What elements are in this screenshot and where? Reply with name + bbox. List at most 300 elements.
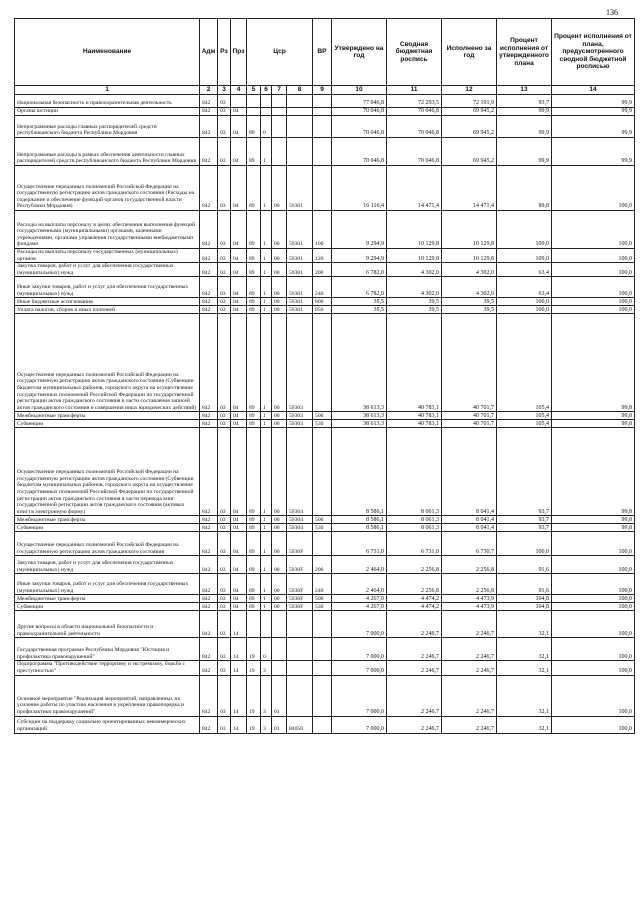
cell-vr [313, 108, 332, 116]
cell-pct-plan: 93,7 [497, 95, 552, 108]
cell-adm: 842 [200, 420, 218, 428]
cell-executed: 40 701,7 [442, 412, 497, 420]
cell-pct-plan: 89,8 [497, 166, 552, 211]
table-row [15, 661, 635, 675]
cell-c1: 89 [247, 516, 261, 524]
header-executed: Исполнено за год [442, 19, 497, 86]
cell-pct-budget: 100,0 [552, 298, 635, 306]
cell-approved: 16 116,4 [332, 166, 387, 211]
cell-name: Межбюджетные трансферты [15, 516, 200, 524]
cell-approved: 8 586,1 [332, 428, 387, 516]
table-row [15, 716, 635, 733]
cell-c3: 00 [272, 298, 287, 306]
cell-pct-plan: 91,6 [497, 574, 552, 595]
cell-budget: 4 302,0 [387, 263, 442, 277]
cell-prz: 04 [231, 263, 247, 277]
table-row [15, 95, 635, 108]
cell-c2: 1 [261, 556, 272, 574]
cell-pct-budget: 100,0 [552, 306, 635, 314]
column-number: 1 [15, 86, 200, 95]
cell-approved: 7 000,0 [332, 638, 387, 661]
cell-c4 [287, 138, 313, 166]
column-number: 11 [387, 86, 442, 95]
cell-budget: 2 246,7 [387, 716, 442, 733]
cell-prz: 14 [231, 611, 247, 638]
table-row [15, 428, 635, 516]
cell-adm: 842 [200, 661, 218, 675]
cell-c1: 19 [247, 716, 261, 733]
cell-executed: 8 041,4 [442, 428, 497, 516]
cell-prz: 04 [231, 412, 247, 420]
cell-pct-plan: 32,1 [497, 661, 552, 675]
cell-c3 [272, 661, 287, 675]
cell-rz: 03 [218, 661, 231, 675]
cell-c4: 5930F [287, 556, 313, 574]
cell-c2: 1 [261, 595, 272, 603]
cell-c2: 1 [261, 138, 272, 166]
cell-c1: 89 [247, 532, 261, 556]
cell-approved: 38 613,3 [332, 314, 387, 412]
cell-approved: 38 613,3 [332, 412, 387, 420]
cell-c3: 00 [272, 420, 287, 428]
column-number: 13 [497, 86, 552, 95]
table-row [15, 138, 635, 166]
cell-c1: 89 [247, 277, 261, 298]
cell-pct-budget: 99,8 [552, 428, 635, 516]
cell-c3: 00 [272, 249, 287, 263]
cell-prz: 04 [231, 532, 247, 556]
cell-prz: 14 [231, 661, 247, 675]
cell-c4: 59301 [287, 277, 313, 298]
cell-pct-plan: 63,4 [497, 277, 552, 298]
cell-rz: 03 [218, 138, 231, 166]
cell-c1: 89 [247, 263, 261, 277]
cell-executed: 14 471,4 [442, 166, 497, 211]
cell-rz: 03 [218, 420, 231, 428]
cell-budget: 10 129,8 [387, 249, 442, 263]
cell-rz: 03 [218, 556, 231, 574]
cell-c4 [287, 611, 313, 638]
cell-executed: 6 730,7 [442, 532, 497, 556]
header-budget: Сводная бюджетная роспись [387, 19, 442, 86]
cell-vr: 500 [313, 412, 332, 420]
cell-c3: 00 [272, 574, 287, 595]
cell-name: Непрограммные расходы главных распорядителей средств республиканского бюджета Республики Мордовия [15, 116, 200, 138]
table-row [15, 277, 635, 298]
cell-adm: 842 [200, 166, 218, 211]
cell-name: Осуществление переданных полномочий Российской Федерации на государственную регистрацию актов гражданского состояния [15, 532, 200, 556]
cell-adm: 842 [200, 211, 218, 249]
cell-rz: 03 [218, 603, 231, 611]
table-row [15, 166, 635, 211]
cell-executed: 40 701,7 [442, 314, 497, 412]
cell-name: Закупка товаров, работ и услуг для обеспечения государственных (муниципальных) нужд [15, 556, 200, 574]
cell-approved: 9 294,9 [332, 249, 387, 263]
cell-executed: 4 473,9 [442, 595, 497, 603]
column-number: 14 [552, 86, 635, 95]
cell-approved: 7 000,0 [332, 611, 387, 638]
cell-pct-plan: 93,7 [497, 524, 552, 532]
cell-vr [313, 314, 332, 412]
cell-vr [313, 675, 332, 716]
cell-pct-plan: 99,9 [497, 138, 552, 166]
table-row [15, 638, 635, 661]
cell-approved: 7 000,0 [332, 716, 387, 733]
cell-name: Другие вопросы в области национальной безопасности и правоохранительной деятельности [15, 611, 200, 638]
cell-executed: 69 945,2 [442, 108, 497, 116]
cell-prz: 04 [231, 516, 247, 524]
column-number-row [15, 86, 635, 95]
cell-c1: 89 [247, 211, 261, 249]
cell-pct-budget: 99,8 [552, 516, 635, 524]
cell-pct-budget: 100,0 [552, 556, 635, 574]
cell-c3: 00 [272, 516, 287, 524]
cell-c4: 59304 [287, 428, 313, 516]
cell-pct-budget: 100,0 [552, 716, 635, 733]
cell-c3: 00 [272, 211, 287, 249]
header-rz: Рз [218, 19, 231, 86]
cell-name: Субвенции [15, 524, 200, 532]
cell-c3: 00 [272, 428, 287, 516]
cell-c3 [272, 116, 287, 138]
cell-adm: 842 [200, 638, 218, 661]
cell-pct-budget: 100,0 [552, 263, 635, 277]
cell-rz: 03 [218, 412, 231, 420]
cell-approved: 7 000,0 [332, 675, 387, 716]
cell-name: Подпрограмма "Противодействие терроризму и экстремизму, борьба с преступностью" [15, 661, 200, 675]
cell-c2: 3 [261, 716, 272, 733]
cell-prz: 14 [231, 638, 247, 661]
cell-vr: 240 [313, 277, 332, 298]
header-pct-plan: Процент исполнения от утвержденного плана [497, 19, 552, 86]
cell-rz: 03 [218, 95, 231, 108]
cell-adm: 842 [200, 95, 218, 108]
table-row [15, 249, 635, 263]
cell-approved: 38 613,3 [332, 420, 387, 428]
cell-vr [313, 638, 332, 661]
cell-c3: 00 [272, 166, 287, 211]
table-row [15, 211, 635, 249]
cell-c1: 19 [247, 675, 261, 716]
cell-name: Межбюджетные трансферты [15, 595, 200, 603]
cell-c4: 59303 [287, 420, 313, 428]
cell-vr [313, 428, 332, 516]
cell-c1: 89 [247, 249, 261, 263]
cell-c3: 00 [272, 412, 287, 420]
cell-c2: 1 [261, 211, 272, 249]
cell-adm: 842 [200, 314, 218, 412]
cell-budget: 2 256,8 [387, 556, 442, 574]
cell-name: Национальная безопасность и правоохранительная деятельность [15, 95, 200, 108]
cell-c3: 01 [272, 675, 287, 716]
cell-executed: 2 246,7 [442, 661, 497, 675]
cell-executed: 8 041,4 [442, 524, 497, 532]
cell-adm: 842 [200, 116, 218, 138]
cell-c1: 89 [247, 166, 261, 211]
cell-name: Осуществление переданных полномочий Российской Федерации на государственную регистрацию актов гражданского состояния (Субвенции бюджетам муниципальных районов, городского округа на осуществление государственных полномочий Российской Федерации по государственной регистрации актов гражданского состояния в части составления записей актов гражданского состояния и совершения иных юридических действий) [15, 314, 200, 412]
cell-c4: 59301 [287, 166, 313, 211]
table-row [15, 524, 635, 532]
cell-c2: 0 [261, 638, 272, 661]
cell-prz: 04 [231, 277, 247, 298]
cell-c4: 59301 [287, 263, 313, 277]
cell-pct-plan: 109,0 [497, 211, 552, 249]
cell-c4: 5930F [287, 574, 313, 595]
cell-prz: 04 [231, 166, 247, 211]
cell-prz: 04 [231, 556, 247, 574]
cell-name: Расходы на выплаты персоналу в целях обеспечения выполнения функций государственными (муниципальными) органами, казенными учреждениями, органами управления государственными внебюджетными фондами [15, 211, 200, 249]
table-row [15, 412, 635, 420]
cell-name: Уплата налогов, сборов и иных платежей [15, 306, 200, 314]
cell-name: Расходы на выплаты персоналу государственных (муниципальных) органов [15, 249, 200, 263]
cell-c2: 3 [261, 661, 272, 675]
cell-executed: 2 246,7 [442, 638, 497, 661]
cell-pct-budget: 100,0 [552, 532, 635, 556]
column-number: 7 [272, 86, 287, 95]
cell-c1 [247, 611, 261, 638]
cell-c1: 89 [247, 116, 261, 138]
cell-pct-budget: 100,0 [552, 638, 635, 661]
cell-prz: 04 [231, 420, 247, 428]
cell-pct-budget: 100,0 [552, 661, 635, 675]
cell-pct-plan: 100,0 [497, 532, 552, 556]
cell-c4 [287, 638, 313, 661]
cell-c3 [272, 611, 287, 638]
cell-executed: 39,5 [442, 298, 497, 306]
cell-pct-plan: 93,7 [497, 428, 552, 516]
cell-pct-budget: 99,9 [552, 138, 635, 166]
cell-vr: 530 [313, 603, 332, 611]
cell-approved: 2 464,0 [332, 556, 387, 574]
cell-vr: 800 [313, 298, 332, 306]
cell-adm: 842 [200, 298, 218, 306]
table-row [15, 108, 635, 116]
cell-executed: 69 945,2 [442, 138, 497, 166]
cell-vr: 200 [313, 263, 332, 277]
cell-executed: 2 256,8 [442, 574, 497, 595]
cell-c1: 89 [247, 412, 261, 420]
cell-c1: 89 [247, 603, 261, 611]
header-prz: Прз [231, 19, 247, 86]
cell-name: Иные закупки товаров, работ и услуг для обеспечения государственных (муниципальных) нужд [15, 277, 200, 298]
cell-prz: 04 [231, 108, 247, 116]
cell-approved: 2 464,0 [332, 574, 387, 595]
cell-c3 [272, 95, 287, 108]
cell-c2: 1 [261, 603, 272, 611]
cell-budget: 4 474,2 [387, 603, 442, 611]
cell-c1: 89 [247, 314, 261, 412]
header-vr: ВР [313, 19, 332, 86]
header-approved: Утверждено на год [332, 19, 387, 86]
cell-rz: 03 [218, 211, 231, 249]
cell-name: Иные бюджетные ассигнования [15, 298, 200, 306]
cell-c4 [287, 116, 313, 138]
cell-budget: 2 256,8 [387, 574, 442, 595]
cell-approved: 7 000,0 [332, 661, 387, 675]
cell-vr [313, 661, 332, 675]
cell-c2: 1 [261, 428, 272, 516]
cell-budget: 70 046,8 [387, 138, 442, 166]
cell-approved: 8 586,1 [332, 516, 387, 524]
cell-c1: 89 [247, 595, 261, 603]
cell-prz: 04 [231, 603, 247, 611]
cell-c4: 59304 [287, 524, 313, 532]
cell-c2: 1 [261, 277, 272, 298]
cell-c4: 84050 [287, 716, 313, 733]
cell-c3: 00 [272, 595, 287, 603]
cell-c1: 89 [247, 574, 261, 595]
cell-executed: 2 246,7 [442, 716, 497, 733]
column-number: 4 [231, 86, 247, 95]
cell-c4: 59301 [287, 306, 313, 314]
header-adm: Адм [200, 19, 218, 86]
cell-rz: 03 [218, 516, 231, 524]
cell-c4 [287, 108, 313, 116]
cell-prz: 04 [231, 211, 247, 249]
cell-vr [313, 138, 332, 166]
cell-c2: 1 [261, 532, 272, 556]
column-number: 12 [442, 86, 497, 95]
cell-adm: 842 [200, 574, 218, 595]
cell-approved: 39,5 [332, 298, 387, 306]
cell-c2: 3 [261, 675, 272, 716]
cell-prz: 04 [231, 524, 247, 532]
cell-executed: 2 246,7 [442, 611, 497, 638]
cell-budget: 4 302,0 [387, 277, 442, 298]
cell-c2: 1 [261, 412, 272, 420]
cell-c2 [261, 95, 272, 108]
cell-approved: 70 046,8 [332, 138, 387, 166]
cell-rz: 03 [218, 428, 231, 516]
cell-approved: 6 782,0 [332, 277, 387, 298]
cell-prz: 04 [231, 116, 247, 138]
cell-pct-plan: 100,0 [497, 306, 552, 314]
cell-c3: 00 [272, 314, 287, 412]
cell-c1: 19 [247, 661, 261, 675]
cell-pct-plan: 32,1 [497, 611, 552, 638]
cell-budget: 10 129,8 [387, 211, 442, 249]
cell-c1: 89 [247, 524, 261, 532]
cell-pct-budget: 100,0 [552, 611, 635, 638]
cell-c2: 1 [261, 298, 272, 306]
cell-c2: 1 [261, 420, 272, 428]
cell-budget: 14 471,4 [387, 166, 442, 211]
table-row [15, 306, 635, 314]
cell-adm: 842 [200, 524, 218, 532]
cell-c2: 1 [261, 574, 272, 595]
cell-executed: 8 041,4 [442, 516, 497, 524]
cell-c1: 89 [247, 138, 261, 166]
cell-c4 [287, 675, 313, 716]
header-csr: Цср [247, 19, 313, 86]
cell-pct-budget: 99,9 [552, 108, 635, 116]
cell-executed: 2 246,7 [442, 675, 497, 716]
cell-budget: 39,5 [387, 306, 442, 314]
cell-vr: 530 [313, 420, 332, 428]
cell-budget: 4 474,2 [387, 595, 442, 603]
cell-c1: 89 [247, 420, 261, 428]
cell-rz: 03 [218, 595, 231, 603]
cell-budget: 8 061,3 [387, 428, 442, 516]
cell-c4: 59301 [287, 249, 313, 263]
table-row [15, 611, 635, 638]
budget-execution-table [14, 18, 635, 734]
column-number: 9 [313, 86, 332, 95]
cell-vr: 120 [313, 249, 332, 263]
cell-vr: 530 [313, 524, 332, 532]
cell-c3 [272, 638, 287, 661]
cell-c4: 59304 [287, 516, 313, 524]
cell-budget: 70 046,8 [387, 116, 442, 138]
column-number: 5 [247, 86, 261, 95]
cell-pct-plan: 91,6 [497, 556, 552, 574]
cell-pct-plan: 105,4 [497, 314, 552, 412]
cell-pct-budget: 99,8 [552, 314, 635, 412]
cell-c4: 59301 [287, 211, 313, 249]
cell-rz: 03 [218, 574, 231, 595]
cell-pct-plan: 104,8 [497, 595, 552, 603]
cell-executed: 39,5 [442, 306, 497, 314]
page-number: 136 [606, 8, 618, 17]
cell-pct-plan: 104,8 [497, 603, 552, 611]
cell-c1 [247, 108, 261, 116]
cell-vr [313, 716, 332, 733]
column-number: 6 [261, 86, 272, 95]
cell-pct-budget: 100,0 [552, 249, 635, 263]
header-pct-budget: Процент исполнения от плана, предусмотренного сводной бюджетной росписью [552, 19, 635, 86]
cell-pct-plan: 109,0 [497, 249, 552, 263]
cell-pct-plan: 93,7 [497, 516, 552, 524]
cell-c4: 5930F [287, 532, 313, 556]
cell-c4: 5930F [287, 595, 313, 603]
cell-c1: 19 [247, 638, 261, 661]
cell-vr: 240 [313, 574, 332, 595]
cell-pct-plan: 100,0 [497, 298, 552, 306]
cell-rz: 03 [218, 108, 231, 116]
cell-budget: 39,5 [387, 298, 442, 306]
cell-pct-budget: 99,8 [552, 524, 635, 532]
cell-vr: 200 [313, 556, 332, 574]
table-row [15, 675, 635, 716]
cell-budget: 2 246,7 [387, 638, 442, 661]
cell-prz: 04 [231, 428, 247, 516]
cell-adm: 842 [200, 412, 218, 420]
cell-c1: 89 [247, 306, 261, 314]
cell-rz: 03 [218, 277, 231, 298]
cell-pct-plan: 105,4 [497, 420, 552, 428]
cell-prz [231, 95, 247, 108]
cell-executed: 4 473,9 [442, 603, 497, 611]
cell-executed: 10 129,8 [442, 249, 497, 263]
cell-c3: 00 [272, 532, 287, 556]
cell-adm: 842 [200, 595, 218, 603]
cell-name: Органы юстиции [15, 108, 200, 116]
cell-adm: 842 [200, 516, 218, 524]
cell-rz: 03 [218, 716, 231, 733]
cell-executed: 4 302,0 [442, 277, 497, 298]
cell-c2 [261, 611, 272, 638]
cell-name: Иные закупки товаров, работ и услуг для обеспечения государственных (муниципальных) нужд [15, 574, 200, 595]
cell-c4: 59303 [287, 314, 313, 412]
cell-adm: 842 [200, 675, 218, 716]
cell-name: Основное мероприятие "Реализация мероприятий, направленных на усиление работы по участию населения в укреплении правопорядка и профилактики правонарушений" [15, 675, 200, 716]
cell-c2: 0 [261, 116, 272, 138]
cell-adm: 842 [200, 138, 218, 166]
cell-pct-plan: 32,1 [497, 716, 552, 733]
cell-vr: 500 [313, 516, 332, 524]
cell-vr [313, 95, 332, 108]
cell-approved: 6 782,0 [332, 263, 387, 277]
